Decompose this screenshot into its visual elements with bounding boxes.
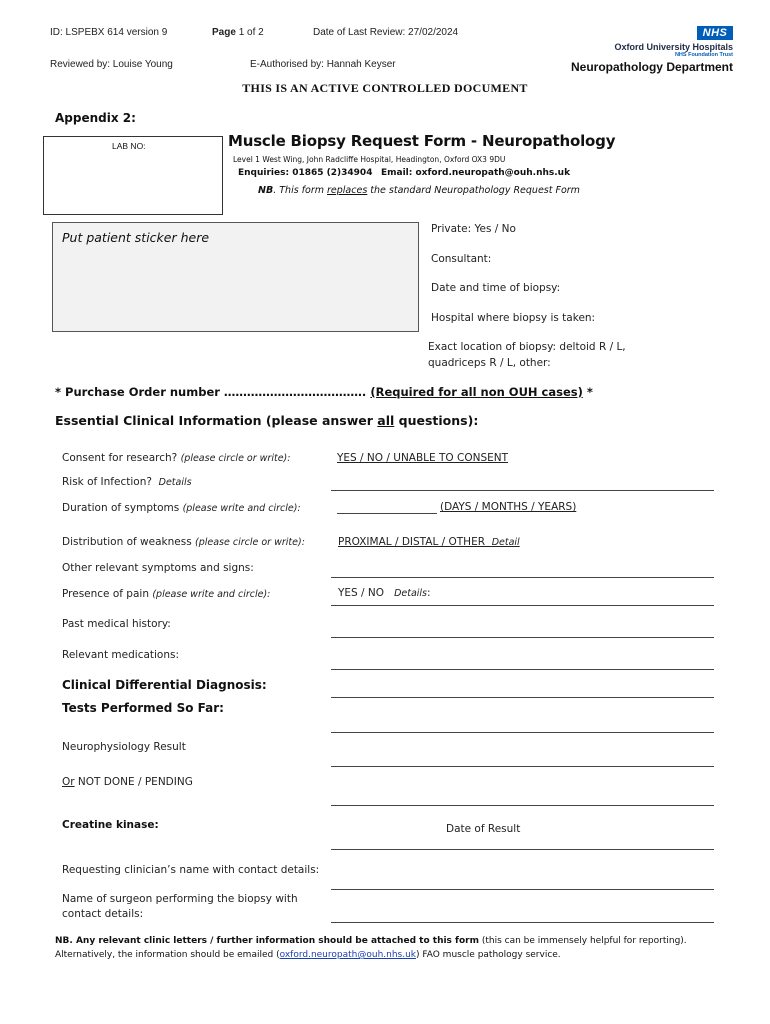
footer-alt-b: ) FAO muscle pathology service. bbox=[416, 950, 561, 960]
differential-heading: Clinical Differential Diagnosis: bbox=[62, 678, 267, 692]
infection-hint: Details bbox=[158, 477, 192, 488]
not-done-line[interactable] bbox=[331, 805, 714, 806]
duration-blank-line[interactable] bbox=[337, 513, 437, 514]
hospital-field[interactable]: Hospital where biopsy is taken: bbox=[431, 312, 596, 324]
sticker-label: Put patient sticker here bbox=[62, 230, 210, 245]
duration-hint: (please write and circle): bbox=[182, 503, 301, 514]
distribution-label: Distribution of weakness bbox=[62, 536, 192, 548]
distribution-question bbox=[62, 536, 305, 548]
consent-hint: (please circle or write): bbox=[180, 453, 291, 464]
po-star: * bbox=[582, 385, 593, 399]
ck-line[interactable] bbox=[331, 849, 714, 850]
surgeon-question-1: Name of surgeon performing the biopsy with bbox=[62, 893, 298, 905]
consent-answer[interactable]: YES / NO / UNABLE TO CONSENT bbox=[337, 452, 509, 464]
distribution-hint: (please circle or write): bbox=[195, 537, 305, 548]
review-date: Date of Last Review: 27/02/2024 bbox=[313, 27, 459, 38]
pmh-line[interactable] bbox=[331, 637, 714, 638]
consent-label: Consent for research? bbox=[62, 452, 178, 464]
or-label: Or bbox=[62, 776, 75, 788]
surgeon-line[interactable] bbox=[331, 922, 714, 923]
pain-line[interactable] bbox=[331, 605, 714, 606]
address: Level 1 West Wing, John Radcliffe Hospital, Headington, Oxford OX3 9DU bbox=[233, 155, 506, 164]
department: Neuropathology Department bbox=[570, 60, 733, 74]
nb-replaces: replaces bbox=[327, 185, 368, 196]
duration-answer[interactable]: (DAYS / MONTHS / YEARS) bbox=[440, 501, 577, 513]
private-field[interactable]: Private: Yes / No bbox=[431, 223, 516, 235]
location-line1[interactable]: Exact location of biopsy: deltoid R / L, bbox=[428, 341, 626, 353]
infection-answer-line[interactable] bbox=[331, 490, 714, 491]
pain-hint: (please write and circle): bbox=[152, 589, 271, 600]
differential-line[interactable] bbox=[331, 697, 714, 698]
nb-rest: the standard Neuropathology Request Form bbox=[367, 185, 580, 196]
pain-label: Presence of pain bbox=[62, 588, 149, 600]
nb-note bbox=[258, 185, 580, 196]
neuro-line[interactable] bbox=[331, 766, 714, 767]
essential-heading bbox=[55, 413, 478, 428]
footer-nb bbox=[55, 936, 687, 946]
po-line: * Purchase Order number ………………………………. bbox=[55, 385, 367, 399]
distribution-detail: Detail bbox=[491, 537, 520, 548]
essential-b: questions): bbox=[394, 413, 479, 428]
reviewed-by: Reviewed by: Louise Young bbox=[50, 59, 173, 70]
po-required: (Required for all non OUH cases) bbox=[370, 385, 583, 399]
ck-question: Creatine kinase: bbox=[62, 819, 159, 831]
location-line2[interactable]: quadriceps R / L, other: bbox=[428, 357, 551, 369]
distribution-answer[interactable] bbox=[338, 536, 520, 548]
pmh-question: Past medical history: bbox=[62, 618, 171, 630]
other-symptoms-line[interactable] bbox=[331, 577, 714, 578]
infection-label: Risk of Infection? bbox=[62, 476, 152, 488]
form-title: Muscle Biopsy Request Form - Neuropathology bbox=[228, 132, 616, 150]
pain-answer[interactable] bbox=[338, 587, 431, 599]
tests-heading: Tests Performed So Far: bbox=[62, 701, 224, 715]
purchase-order[interactable] bbox=[55, 385, 593, 399]
not-done-label: NOT DONE / PENDING bbox=[74, 776, 193, 788]
pain-question bbox=[62, 588, 270, 600]
neuro-question: Neurophysiology Result bbox=[62, 741, 186, 753]
infection-question bbox=[62, 476, 192, 488]
other-symptoms-question: Other relevant symptoms and signs: bbox=[62, 562, 254, 574]
consent-question bbox=[62, 452, 290, 464]
essential-all: all bbox=[377, 413, 395, 428]
not-done-option[interactable] bbox=[62, 776, 193, 788]
duration-question bbox=[62, 502, 301, 514]
date-time-field[interactable]: Date and time of biopsy: bbox=[431, 282, 561, 294]
consultant-field[interactable]: Consultant: bbox=[431, 253, 492, 265]
nb-prefix: NB bbox=[258, 185, 274, 196]
footer-email-link[interactable]: oxford.neuropath@ouh.nhs.uk bbox=[279, 950, 417, 960]
controlled-notice: THIS IS AN ACTIVE CONTROLLED DOCUMENT bbox=[242, 81, 528, 95]
footer-alt-a: Alternatively, the information should be emailed ( bbox=[55, 950, 280, 960]
tests-line[interactable] bbox=[331, 732, 714, 733]
footer-alt bbox=[55, 950, 561, 960]
page-label: Page bbox=[212, 27, 236, 38]
pain-options: YES / NO bbox=[338, 587, 385, 599]
footer-nb-bold: NB. Any relevant clinic letters / further information should be attached to this form bbox=[55, 936, 479, 946]
enquiries: Enquiries: 01865 (2)34904 bbox=[238, 168, 373, 178]
nb-mid: . This form bbox=[273, 185, 328, 196]
ck-date-label: Date of Result bbox=[446, 823, 521, 835]
pain-detail: Details bbox=[394, 588, 427, 599]
footer-nb-rest: (this can be immensely helpful for reporting). bbox=[478, 936, 687, 946]
email: Email: oxford.neuropath@ouh.nhs.uk bbox=[381, 168, 571, 178]
medications-question: Relevant medications: bbox=[62, 649, 180, 661]
clinician-question: Requesting clinician’s name with contact details: bbox=[62, 864, 320, 876]
clinician-line[interactable] bbox=[331, 889, 714, 890]
trust-sub: NHS Foundation Trust bbox=[674, 52, 733, 58]
duration-label: Duration of symptoms bbox=[62, 502, 180, 514]
lab-no-label: LAB NO: bbox=[112, 141, 146, 151]
distribution-options: PROXIMAL / DISTAL / OTHER bbox=[338, 536, 486, 548]
authorised-by: E-Authorised by: Hannah Keyser bbox=[250, 59, 396, 70]
document-id: ID: LSPEBX 614 version 9 bbox=[50, 27, 168, 38]
trust-name: Oxford University Hospitals bbox=[614, 42, 733, 52]
surgeon-question-2: contact details: bbox=[62, 908, 144, 920]
page-value: 1 of 2 bbox=[238, 27, 264, 38]
essential-a: Essential Clinical Information (please answer bbox=[55, 413, 378, 428]
medications-line[interactable] bbox=[331, 669, 714, 670]
page-number bbox=[212, 27, 264, 38]
patient-sticker-box[interactable] bbox=[52, 222, 419, 332]
lab-no-box bbox=[43, 136, 223, 215]
pain-colon: : bbox=[427, 587, 431, 599]
appendix-label: Appendix 2: bbox=[55, 111, 136, 125]
nhs-logo: NHS bbox=[697, 26, 733, 40]
